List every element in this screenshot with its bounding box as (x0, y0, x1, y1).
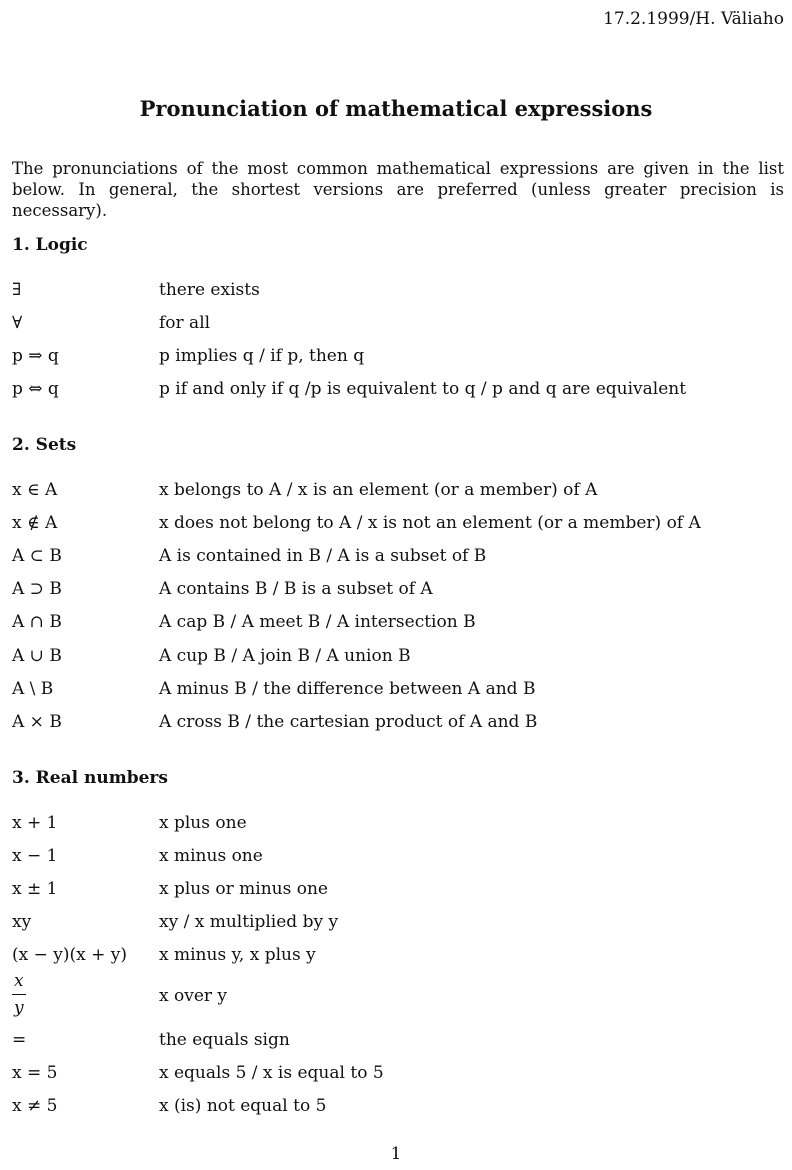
pronunciation: x belongs to A / x is an element (or a member) of A (159, 480, 598, 500)
expression: A ∩ B (12, 612, 62, 632)
pronunciation: x does not belong to A / x is not an element (or a member) of A (159, 513, 701, 533)
sets-row-superset (12, 579, 787, 605)
expression: = (12, 1030, 27, 1050)
expression: A \ B (12, 679, 54, 699)
pronunciation: A is contained in B / A is a subset of B (159, 546, 487, 566)
expression: A ⊃ B (12, 579, 62, 599)
expression: x ∈ A (12, 480, 58, 500)
pronunciation: for all (159, 313, 211, 333)
sets-row-intersection (12, 612, 787, 638)
expression: ∀ (12, 313, 23, 333)
section-heading-real-numbers: 3. Real numbers (12, 768, 168, 788)
pronunciation: A contains B / B is a subset of A (159, 579, 433, 599)
expression: x ± 1 (12, 879, 58, 899)
pronunciation: there exists (159, 280, 260, 300)
real-row-plus-one (12, 813, 787, 839)
expression: (x − y)(x + y) (12, 945, 128, 965)
real-row-plus-minus (12, 879, 787, 905)
fraction (12, 972, 26, 1017)
pronunciation: x minus one (159, 846, 263, 866)
real-row-fraction (12, 972, 787, 1022)
sets-row-not-element (12, 513, 787, 539)
pronunciation: x over y (159, 986, 228, 1006)
logic-row-for-all (12, 313, 787, 339)
real-row-not-equal-five (12, 1096, 787, 1122)
sets-row-subset (12, 546, 787, 572)
expression: A × B (12, 712, 62, 732)
sets-row-element (12, 480, 787, 506)
real-row-equals-sign (12, 1030, 787, 1056)
sets-row-union (12, 646, 787, 672)
pronunciation: A cap B / A meet B / A intersection B (159, 612, 476, 632)
logic-row-exists (12, 280, 787, 306)
sets-row-cartesian (12, 712, 787, 738)
pronunciation: p implies q / if p, then q (159, 346, 365, 366)
expression: x ≠ 5 (12, 1096, 58, 1116)
logic-row-implies (12, 346, 787, 372)
real-row-product (12, 912, 787, 938)
pronunciation: A cross B / the cartesian product of A and B (159, 712, 538, 732)
section-heading-sets: 2. Sets (12, 435, 77, 455)
expression: A ∪ B (12, 646, 62, 666)
pronunciation: the equals sign (159, 1030, 290, 1050)
pronunciation: x plus one (159, 813, 247, 833)
expression: p ⇔ q (12, 379, 59, 399)
header-date-author: 17.2.1999/H. Väliaho (603, 9, 784, 29)
pronunciation: x minus y, x plus y (159, 945, 316, 965)
pronunciation: p if and only if q /p is equivalent to q / p and q are equivalent (159, 379, 687, 399)
pronunciation: x (is) not equal to 5 (159, 1096, 327, 1116)
fraction-denominator: y (14, 998, 24, 1018)
pronunciation: A cup B / A join B / A union B (159, 646, 411, 666)
expression: x ∉ A (12, 513, 58, 533)
section-heading-logic: 1. Logic (12, 235, 88, 255)
fraction-numerator: x (12, 972, 26, 995)
intro-paragraph: The pronunciations of the most common mathematical expressions are given in the list below. In general, the shortest versions are preferred (unless greater precision is necessary). (12, 159, 784, 220)
real-row-minus-one (12, 846, 787, 872)
pronunciation: xy / x multiplied by y (159, 912, 339, 932)
logic-row-iff (12, 379, 787, 405)
fraction-expression (12, 972, 157, 1018)
expression: ∃ (12, 280, 22, 300)
sets-row-difference (12, 679, 787, 705)
expression: x − 1 (12, 846, 58, 866)
pronunciation: x plus or minus one (159, 879, 328, 899)
expression: A ⊂ B (12, 546, 62, 566)
real-row-difference-product (12, 945, 787, 971)
pronunciation: x equals 5 / x is equal to 5 (159, 1063, 384, 1083)
expression: p ⇒ q (12, 346, 59, 366)
page-title: Pronunciation of mathematical expressions (139, 96, 653, 121)
real-row-equals-five (12, 1063, 787, 1089)
expression: x = 5 (12, 1063, 58, 1083)
expression: x + 1 (12, 813, 58, 833)
page-number: 1 (390, 1144, 402, 1164)
expression: xy (12, 912, 32, 932)
pronunciation: A minus B / the difference between A and B (159, 679, 536, 699)
